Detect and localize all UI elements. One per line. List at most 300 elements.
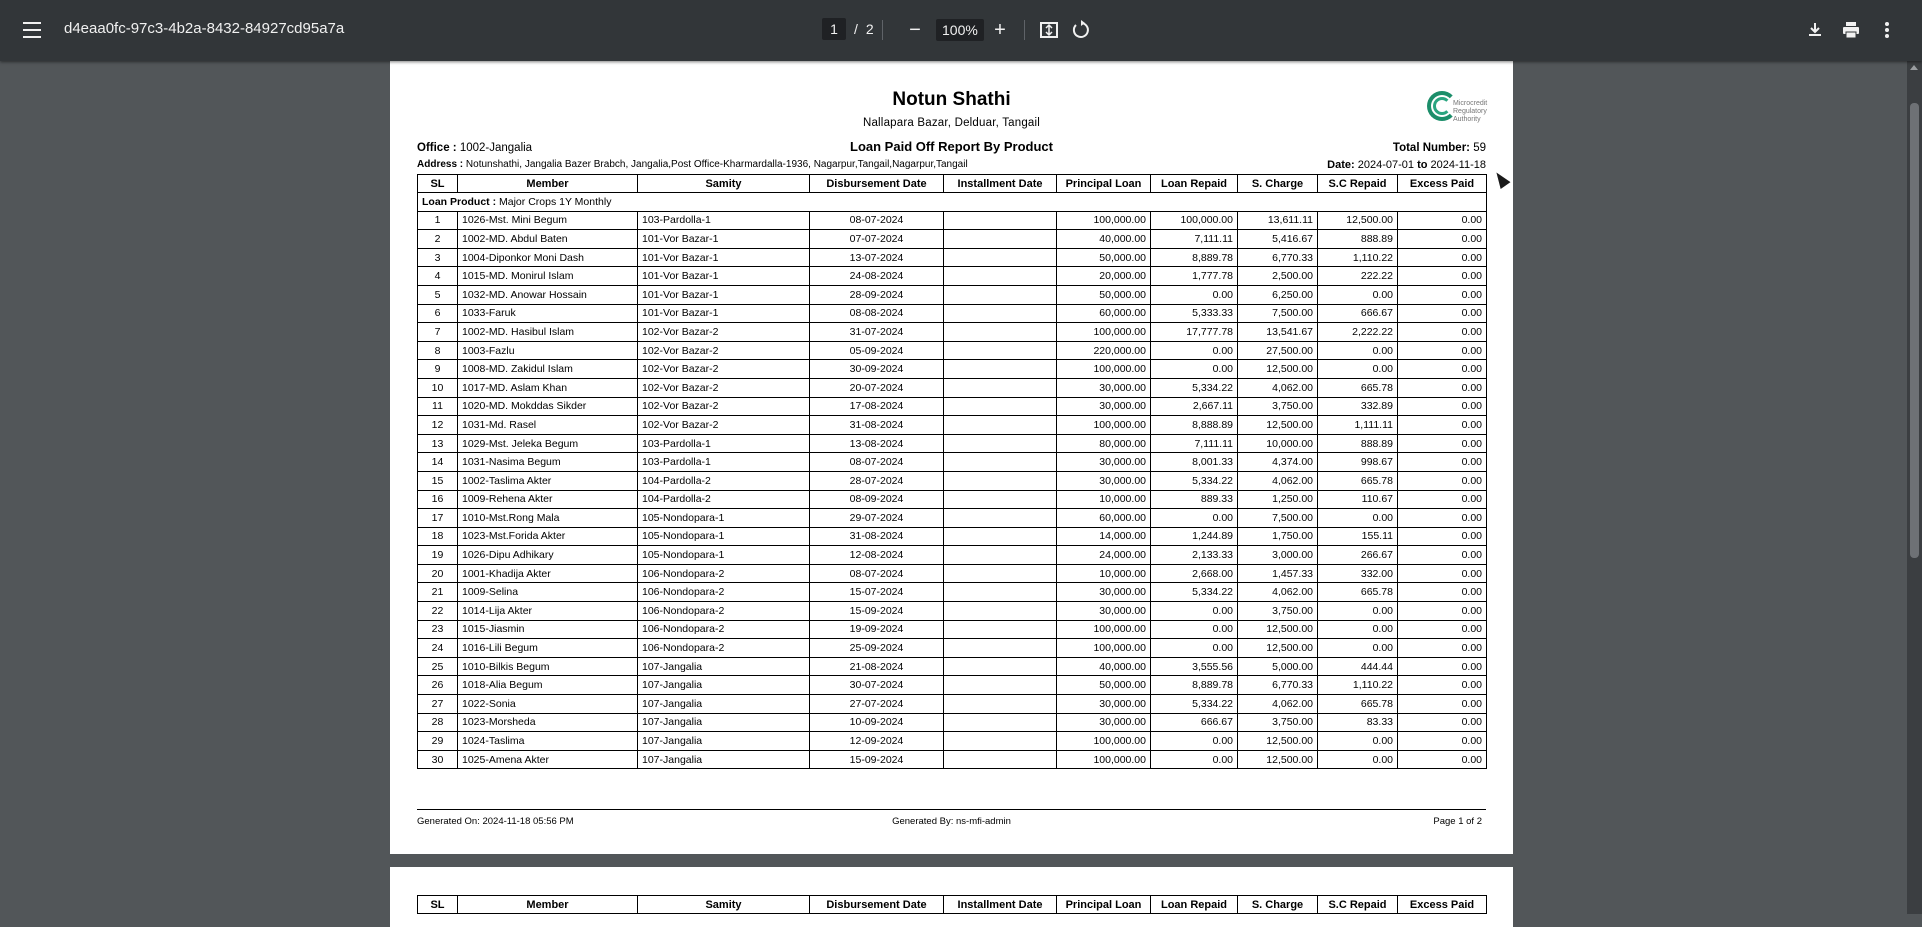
table-cell: 0.00 bbox=[1398, 676, 1487, 695]
table-cell: 102-Vor Bazar-2 bbox=[638, 360, 810, 379]
table-cell: 10,000.00 bbox=[1238, 434, 1318, 453]
table-cell: 27-07-2024 bbox=[810, 695, 944, 714]
table-cell: 21-08-2024 bbox=[810, 657, 944, 676]
table-cell: 1018-Alia Begum bbox=[458, 676, 638, 695]
menu-icon[interactable] bbox=[20, 18, 44, 42]
column-header: Loan Repaid bbox=[1151, 175, 1238, 193]
table-cell: 0.00 bbox=[1318, 285, 1398, 304]
table-cell: 17,777.78 bbox=[1151, 323, 1238, 342]
table-cell: 100,000.00 bbox=[1057, 750, 1151, 769]
table-cell bbox=[944, 583, 1057, 602]
table-cell: 155.11 bbox=[1318, 527, 1398, 546]
table-cell: 1,244.89 bbox=[1151, 527, 1238, 546]
print-button[interactable] bbox=[1838, 17, 1864, 43]
table-cell: 6,770.33 bbox=[1238, 248, 1318, 267]
table-cell: 28 bbox=[418, 713, 458, 732]
table-cell: 220,000.00 bbox=[1057, 341, 1151, 360]
table-cell bbox=[944, 397, 1057, 416]
pdf-page-2 bbox=[390, 867, 1513, 927]
table-cell: 104-Pardolla-2 bbox=[638, 490, 810, 509]
minus-icon: − bbox=[909, 18, 921, 41]
column-header: Samity bbox=[638, 896, 810, 914]
table-cell: 0.00 bbox=[1398, 546, 1487, 565]
table-cell: 889.33 bbox=[1151, 490, 1238, 509]
table-cell: 30-07-2024 bbox=[810, 676, 944, 695]
table-cell: 12,500.00 bbox=[1318, 211, 1398, 230]
table-cell: 105-Nondopara-1 bbox=[638, 546, 810, 565]
mra-logo: Microcredit Regulatory Authority bbox=[1423, 87, 1487, 133]
table-row bbox=[418, 378, 1487, 397]
table-cell: 2 bbox=[418, 230, 458, 249]
table-cell: 24-08-2024 bbox=[810, 267, 944, 286]
table-cell bbox=[944, 248, 1057, 267]
table-cell: 1015-MD. Monirul Islam bbox=[458, 267, 638, 286]
table-cell: 0.00 bbox=[1398, 490, 1487, 509]
table-cell: 0.00 bbox=[1398, 732, 1487, 751]
table-cell: 107-Jangalia bbox=[638, 657, 810, 676]
table-cell: 107-Jangalia bbox=[638, 750, 810, 769]
table-cell: 29-07-2024 bbox=[810, 509, 944, 528]
table-cell: 101-Vor Bazar-1 bbox=[638, 230, 810, 249]
table-cell: 0.00 bbox=[1398, 639, 1487, 658]
table-cell: 30,000.00 bbox=[1057, 397, 1151, 416]
table-row bbox=[418, 397, 1487, 416]
table-cell bbox=[944, 713, 1057, 732]
table-cell: 1,110.22 bbox=[1318, 248, 1398, 267]
table-cell: 0.00 bbox=[1398, 416, 1487, 435]
table-cell: 05-09-2024 bbox=[810, 341, 944, 360]
table-cell: 5,334.22 bbox=[1151, 583, 1238, 602]
table-cell: 222.22 bbox=[1318, 267, 1398, 286]
table-cell: 2,668.00 bbox=[1151, 564, 1238, 583]
table-cell: 6,770.33 bbox=[1238, 676, 1318, 695]
table-cell: 1009-Selina bbox=[458, 583, 638, 602]
table-cell: 5,334.22 bbox=[1151, 471, 1238, 490]
table-cell: 1033-Faruk bbox=[458, 304, 638, 323]
org-address: Nallapara Bazar, Delduar, Tangail bbox=[862, 117, 1041, 129]
table-cell: 0.00 bbox=[1151, 750, 1238, 769]
table-cell: 9 bbox=[418, 360, 458, 379]
table-row bbox=[418, 620, 1487, 639]
table-cell: 3 bbox=[418, 248, 458, 267]
table-row bbox=[418, 750, 1487, 769]
zoom-in-button[interactable] bbox=[987, 17, 1013, 43]
table-cell: 25 bbox=[418, 657, 458, 676]
zoom-input[interactable]: 100% bbox=[936, 19, 984, 41]
column-header: SL bbox=[418, 175, 458, 193]
table-cell bbox=[944, 620, 1057, 639]
table-cell: 07-07-2024 bbox=[810, 230, 944, 249]
column-header: Loan Repaid bbox=[1151, 896, 1238, 914]
table-cell: 3,555.56 bbox=[1151, 657, 1238, 676]
table-row bbox=[418, 230, 1487, 249]
column-header: Disbursement Date bbox=[810, 896, 944, 914]
rotate-button[interactable] bbox=[1068, 17, 1094, 43]
table-cell: 0.00 bbox=[1151, 509, 1238, 528]
table-cell: 102-Vor Bazar-2 bbox=[638, 397, 810, 416]
table-cell bbox=[944, 657, 1057, 676]
table-cell: 1026-Dipu Adhikary bbox=[458, 546, 638, 565]
org-name: Notun Shathi bbox=[892, 89, 1011, 110]
table-cell: 100,000.00 bbox=[1057, 620, 1151, 639]
scrollbar-thumb[interactable] bbox=[1910, 103, 1919, 558]
table-cell: 7 bbox=[418, 323, 458, 342]
table-cell: 15-09-2024 bbox=[810, 750, 944, 769]
table-cell: 1004-Diponkor Moni Dash bbox=[458, 248, 638, 267]
table-cell: 0.00 bbox=[1398, 230, 1487, 249]
table-cell: 0.00 bbox=[1318, 639, 1398, 658]
table-cell: 105-Nondopara-1 bbox=[638, 527, 810, 546]
column-header: S.C Repaid bbox=[1318, 896, 1398, 914]
table-row bbox=[418, 639, 1487, 658]
table-cell: 60,000.00 bbox=[1057, 304, 1151, 323]
table-cell: 13-08-2024 bbox=[810, 434, 944, 453]
table-cell: 2,222.22 bbox=[1318, 323, 1398, 342]
fit-page-button[interactable] bbox=[1036, 17, 1062, 43]
table-cell: 0.00 bbox=[1398, 378, 1487, 397]
table-cell: 4,062.00 bbox=[1238, 583, 1318, 602]
table-cell: 12,500.00 bbox=[1238, 750, 1318, 769]
table-cell: 12,500.00 bbox=[1238, 732, 1318, 751]
table-cell: 5,333.33 bbox=[1151, 304, 1238, 323]
table-cell: 0.00 bbox=[1398, 509, 1487, 528]
table-cell: 27 bbox=[418, 695, 458, 714]
table-cell: 30,000.00 bbox=[1057, 378, 1151, 397]
table-cell: 107-Jangalia bbox=[638, 695, 810, 714]
table-cell: 16 bbox=[418, 490, 458, 509]
table-cell: 2,500.00 bbox=[1238, 267, 1318, 286]
table-cell: 12-09-2024 bbox=[810, 732, 944, 751]
table-cell: 0.00 bbox=[1398, 211, 1487, 230]
table-cell: 08-07-2024 bbox=[810, 453, 944, 472]
column-header: Installment Date bbox=[944, 896, 1057, 914]
table-cell: 1,750.00 bbox=[1238, 527, 1318, 546]
table-cell: 24 bbox=[418, 639, 458, 658]
kebab-menu-icon bbox=[1877, 20, 1897, 40]
table-cell: 1,111.11 bbox=[1318, 416, 1398, 435]
table-cell: 27,500.00 bbox=[1238, 341, 1318, 360]
table-row bbox=[418, 713, 1487, 732]
table-cell bbox=[944, 750, 1057, 769]
table-row bbox=[418, 602, 1487, 621]
table-cell: 13 bbox=[418, 434, 458, 453]
table-cell: 5,334.22 bbox=[1151, 378, 1238, 397]
table-cell: 18 bbox=[418, 527, 458, 546]
table-cell bbox=[944, 453, 1057, 472]
table-cell: 08-08-2024 bbox=[810, 304, 944, 323]
table-cell: 15 bbox=[418, 471, 458, 490]
table-cell: 0.00 bbox=[1398, 527, 1487, 546]
table-cell: 1002-MD. Abdul Baten bbox=[458, 230, 638, 249]
table-cell: 8,889.78 bbox=[1151, 248, 1238, 267]
table-cell bbox=[944, 676, 1057, 695]
toolbar-divider bbox=[882, 20, 883, 40]
fit-page-icon bbox=[1039, 20, 1059, 40]
column-header: Member bbox=[458, 896, 638, 914]
table-cell: 20 bbox=[418, 564, 458, 583]
total-pages: 2 bbox=[865, 21, 874, 37]
table-cell bbox=[944, 527, 1057, 546]
table-cell: 22 bbox=[418, 602, 458, 621]
table-cell: 1029-Mst. Jeleka Begum bbox=[458, 434, 638, 453]
table-cell: 17-08-2024 bbox=[810, 397, 944, 416]
table-cell: 50,000.00 bbox=[1057, 676, 1151, 695]
table-cell: 20-07-2024 bbox=[810, 378, 944, 397]
table-cell: 10,000.00 bbox=[1057, 490, 1151, 509]
table-cell: 266.67 bbox=[1318, 546, 1398, 565]
table-cell bbox=[944, 211, 1057, 230]
table-cell: 0.00 bbox=[1398, 471, 1487, 490]
table-cell bbox=[944, 230, 1057, 249]
table-cell: 1022-Sonia bbox=[458, 695, 638, 714]
table-cell: 102-Vor Bazar-2 bbox=[638, 378, 810, 397]
table-cell: 332.00 bbox=[1318, 564, 1398, 583]
table-cell: 1002-MD. Hasibul Islam bbox=[458, 323, 638, 342]
table-cell: 12 bbox=[418, 416, 458, 435]
column-header: Member bbox=[458, 175, 638, 193]
table-cell: 0.00 bbox=[1151, 285, 1238, 304]
table-cell: 1025-Amena Akter bbox=[458, 750, 638, 769]
pdf-toolbar bbox=[0, 0, 1922, 61]
table-cell: 30-09-2024 bbox=[810, 360, 944, 379]
table-cell: 6 bbox=[418, 304, 458, 323]
table-cell: 107-Jangalia bbox=[638, 713, 810, 732]
table-row bbox=[418, 360, 1487, 379]
table-cell: 998.67 bbox=[1318, 453, 1398, 472]
table-cell: 103-Pardolla-1 bbox=[638, 211, 810, 230]
table-cell: 1014-Lija Akter bbox=[458, 602, 638, 621]
table-cell: 13-07-2024 bbox=[810, 248, 944, 267]
table-cell: 23 bbox=[418, 620, 458, 639]
table-cell: 332.89 bbox=[1318, 397, 1398, 416]
table-cell: 21 bbox=[418, 583, 458, 602]
table-cell: 8,888.89 bbox=[1151, 416, 1238, 435]
toolbar-divider bbox=[1024, 20, 1025, 40]
table-cell: 30,000.00 bbox=[1057, 471, 1151, 490]
column-header: Disbursement Date bbox=[810, 175, 944, 193]
table-cell bbox=[944, 546, 1057, 565]
table-cell: 1032-MD. Anowar Hossain bbox=[458, 285, 638, 304]
table-cell: 665.78 bbox=[1318, 378, 1398, 397]
table-cell: 0.00 bbox=[1398, 564, 1487, 583]
table-cell: 0.00 bbox=[1318, 620, 1398, 639]
table-cell: 100,000.00 bbox=[1057, 416, 1151, 435]
table-cell: 0.00 bbox=[1151, 360, 1238, 379]
table-cell: 3,750.00 bbox=[1238, 602, 1318, 621]
table-cell: 100,000.00 bbox=[1057, 323, 1151, 342]
download-icon bbox=[1805, 20, 1825, 40]
total-number: Total Number: 59 bbox=[1392, 142, 1486, 154]
column-header: S. Charge bbox=[1238, 175, 1318, 193]
table-cell: 1009-Rehena Akter bbox=[458, 490, 638, 509]
table-cell: 1010-Mst.Rong Mala bbox=[458, 509, 638, 528]
table-cell: 17 bbox=[418, 509, 458, 528]
table-cell: 50,000.00 bbox=[1057, 248, 1151, 267]
table-cell: 106-Nondopara-2 bbox=[638, 620, 810, 639]
rotate-icon bbox=[1071, 20, 1091, 40]
table-row bbox=[418, 211, 1487, 230]
table-cell: 0.00 bbox=[1398, 695, 1487, 714]
table-row bbox=[418, 546, 1487, 565]
table-cell: 13,541.67 bbox=[1238, 323, 1318, 342]
table-cell: 4,062.00 bbox=[1238, 695, 1318, 714]
table-row bbox=[418, 434, 1487, 453]
table-cell: 1031-Nasima Begum bbox=[458, 453, 638, 472]
table-row bbox=[418, 285, 1487, 304]
column-header: Principal Loan bbox=[1057, 175, 1151, 193]
table-cell: 0.00 bbox=[1151, 620, 1238, 639]
printer-icon bbox=[1841, 20, 1861, 40]
pdf-page-1 bbox=[390, 61, 1513, 854]
table-cell: 08-09-2024 bbox=[810, 490, 944, 509]
table-cell: 666.67 bbox=[1151, 713, 1238, 732]
table-row bbox=[418, 657, 1487, 676]
generated-on: Generated On: 2024-11-18 05:56 PM bbox=[417, 816, 574, 827]
table-cell: 4,374.00 bbox=[1238, 453, 1318, 472]
table-cell: 888.89 bbox=[1318, 434, 1398, 453]
table-cell: 80,000.00 bbox=[1057, 434, 1151, 453]
table-cell: 7,500.00 bbox=[1238, 509, 1318, 528]
table-cell: 6,250.00 bbox=[1238, 285, 1318, 304]
table-cell: 1020-MD. Mokddas Sikder bbox=[458, 397, 638, 416]
group-row: Loan Product : Major Crops 1Y Monthly bbox=[418, 193, 1487, 212]
table-cell: 24,000.00 bbox=[1057, 546, 1151, 565]
table-cell: 12-08-2024 bbox=[810, 546, 944, 565]
column-header: Excess Paid bbox=[1398, 896, 1487, 914]
table-cell: 0.00 bbox=[1398, 620, 1487, 639]
table-cell: 3,750.00 bbox=[1238, 713, 1318, 732]
table-row bbox=[418, 527, 1487, 546]
table-row bbox=[418, 453, 1487, 472]
table-cell: 19-09-2024 bbox=[810, 620, 944, 639]
table-cell: 15-09-2024 bbox=[810, 602, 944, 621]
table-cell bbox=[944, 378, 1057, 397]
table-cell: 0.00 bbox=[1398, 323, 1487, 342]
table-cell: 0.00 bbox=[1398, 713, 1487, 732]
table-cell: 13,611.11 bbox=[1238, 211, 1318, 230]
table-cell: 28-07-2024 bbox=[810, 471, 944, 490]
table-cell bbox=[944, 695, 1057, 714]
table-cell bbox=[944, 732, 1057, 751]
table-cell: 888.89 bbox=[1318, 230, 1398, 249]
table-cell bbox=[944, 564, 1057, 583]
vertical-scrollbar[interactable] bbox=[1907, 61, 1922, 914]
table-cell: 0.00 bbox=[1151, 602, 1238, 621]
table-cell: 1016-Lili Begum bbox=[458, 639, 638, 658]
table-cell: 106-Nondopara-2 bbox=[638, 639, 810, 658]
table-cell: 1002-Taslima Akter bbox=[458, 471, 638, 490]
column-header: Installment Date bbox=[944, 175, 1057, 193]
table-cell: 15-07-2024 bbox=[810, 583, 944, 602]
table-cell: 08-07-2024 bbox=[810, 564, 944, 583]
table-cell: 40,000.00 bbox=[1057, 657, 1151, 676]
table-cell bbox=[944, 323, 1057, 342]
table-cell: 107-Jangalia bbox=[638, 676, 810, 695]
table-cell: 101-Vor Bazar-1 bbox=[638, 285, 810, 304]
table-cell: 0.00 bbox=[1398, 434, 1487, 453]
table-cell: 7,111.11 bbox=[1151, 230, 1238, 249]
table-cell: 106-Nondopara-2 bbox=[638, 602, 810, 621]
table-cell: 0.00 bbox=[1318, 509, 1398, 528]
table-cell: 100,000.00 bbox=[1057, 360, 1151, 379]
table-cell: 10 bbox=[418, 378, 458, 397]
table-header-row bbox=[418, 175, 1487, 193]
report-table bbox=[417, 174, 1487, 769]
table-cell: 110.67 bbox=[1318, 490, 1398, 509]
table-cell: 25-09-2024 bbox=[810, 639, 944, 658]
zoom-out-button[interactable] bbox=[902, 17, 928, 43]
table-cell: 1023-Morsheda bbox=[458, 713, 638, 732]
document-title: d4eaa0fc-97c3-4b2a-8432-84927cd95a7a bbox=[64, 20, 345, 37]
table-cell: 40,000.00 bbox=[1057, 230, 1151, 249]
table-row bbox=[418, 267, 1487, 286]
table-cell bbox=[944, 267, 1057, 286]
table-cell: 20,000.00 bbox=[1057, 267, 1151, 286]
table-cell: 0.00 bbox=[1318, 750, 1398, 769]
page-selector bbox=[822, 18, 874, 40]
table-cell: 101-Vor Bazar-1 bbox=[638, 267, 810, 286]
scroll-up-icon[interactable] bbox=[1910, 65, 1918, 70]
table-cell bbox=[944, 360, 1057, 379]
table-row bbox=[418, 564, 1487, 583]
table-cell: 1026-Mst. Mini Begum bbox=[458, 211, 638, 230]
table-cell: 0.00 bbox=[1398, 750, 1487, 769]
table-cell bbox=[944, 509, 1057, 528]
table-cell: 0.00 bbox=[1151, 341, 1238, 360]
table-cell: 4 bbox=[418, 267, 458, 286]
table-row bbox=[418, 416, 1487, 435]
current-page-input[interactable]: 1 bbox=[822, 18, 846, 40]
column-header: SL bbox=[418, 896, 458, 914]
table-cell: 107-Jangalia bbox=[638, 732, 810, 751]
table-cell: 1023-Mst.Forida Akter bbox=[458, 527, 638, 546]
table-cell: 100,000.00 bbox=[1057, 732, 1151, 751]
table-cell: 0.00 bbox=[1398, 602, 1487, 621]
table-row bbox=[418, 248, 1487, 267]
table-cell: 30,000.00 bbox=[1057, 602, 1151, 621]
more-options-button[interactable] bbox=[1874, 17, 1900, 43]
download-button[interactable] bbox=[1802, 17, 1828, 43]
page-separator: / bbox=[854, 21, 858, 37]
table-cell: 1,457.33 bbox=[1238, 564, 1318, 583]
table-cell: 08-07-2024 bbox=[810, 211, 944, 230]
table-cell: 665.78 bbox=[1318, 583, 1398, 602]
table-cell: 10-09-2024 bbox=[810, 713, 944, 732]
table-cell bbox=[944, 285, 1057, 304]
table-row bbox=[418, 490, 1487, 509]
table-cell: 30,000.00 bbox=[1057, 695, 1151, 714]
table-cell: 666.67 bbox=[1318, 304, 1398, 323]
table-cell: 30 bbox=[418, 750, 458, 769]
table-cell: 444.44 bbox=[1318, 657, 1398, 676]
table-cell: 1031-Md. Rasel bbox=[458, 416, 638, 435]
table-cell: 0.00 bbox=[1398, 453, 1487, 472]
table-cell: 12,500.00 bbox=[1238, 620, 1318, 639]
table-row bbox=[418, 471, 1487, 490]
office-info: Office : 1002-Jangalia bbox=[417, 142, 533, 154]
table-cell: 1010-Bilkis Begum bbox=[458, 657, 638, 676]
table-cell: 0.00 bbox=[1398, 285, 1487, 304]
table-cell: 7,111.11 bbox=[1151, 434, 1238, 453]
table-cell: 5 bbox=[418, 285, 458, 304]
table-cell: 5,334.22 bbox=[1151, 695, 1238, 714]
table-cell: 104-Pardolla-2 bbox=[638, 471, 810, 490]
table-cell: 50,000.00 bbox=[1057, 285, 1151, 304]
date-range: Date: 2024-07-01 to 2024-11-18 bbox=[1327, 159, 1486, 171]
table-cell: 5,000.00 bbox=[1238, 657, 1318, 676]
table-cell: 0.00 bbox=[1398, 397, 1487, 416]
table-cell: 12,500.00 bbox=[1238, 360, 1318, 379]
